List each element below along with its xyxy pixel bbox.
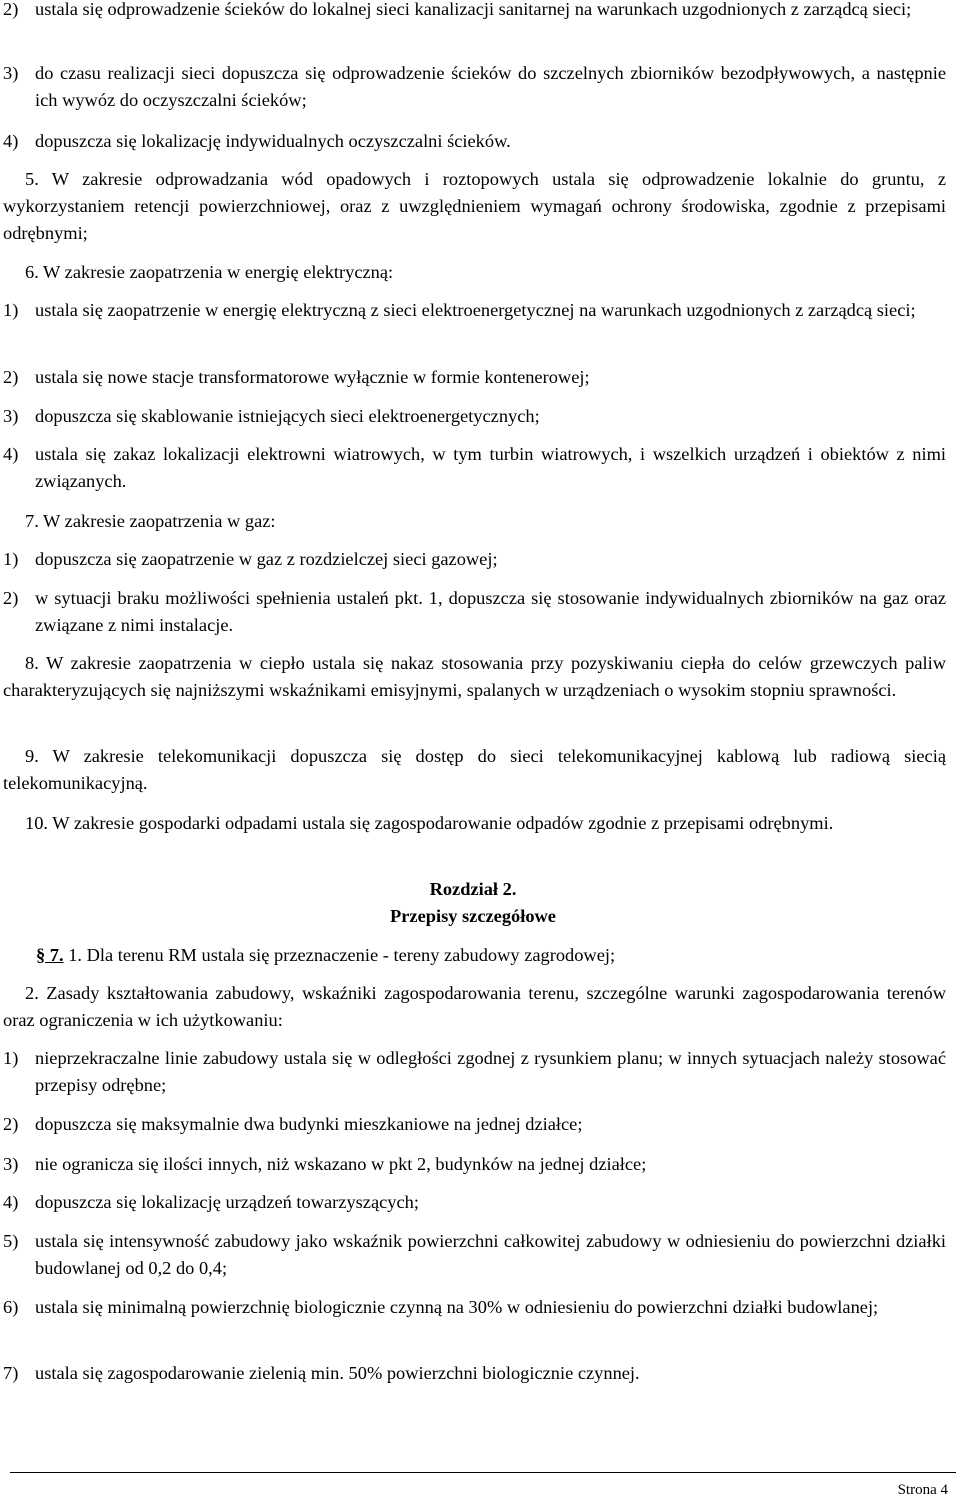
list-item: [3, 364, 946, 391]
list-item: [3, 585, 946, 639]
list-item: [3, 1228, 946, 1282]
item-text: nieprzekraczalne linie zabudowy ustala się w odległości zgodnej z rysunkiem planu; w innych sytuacjach należy stosować przepisy odrębne;: [35, 1048, 946, 1095]
item-text: ustala się zaopatrzenie w energię elektryczną z sieci elektroenergetycznej na warunkach uzgodnionych z zarządcą sieci;: [35, 300, 916, 320]
item-number: 6): [3, 1297, 19, 1317]
item-number: 2): [3, 588, 19, 608]
chapter-title: Przepisy szczegółowe: [390, 906, 556, 926]
paragraph-5: 5. W zakresie odprowadzania wód opadowych i roztopowych ustala się odprowadzenie lokalnie do gruntu, z wykorzystaniem retencji powierzchniowej, oraz z uwzględnieniem wymagań ochrony środowiska, zgodnie z przepisami odrębnymi;: [3, 169, 946, 243]
paragraph-7: 7. W zakresie zaopatrzenia w gaz:: [25, 511, 276, 531]
paragraph-8: 8. W zakresie zaopatrzenia w ciepło ustala się nakaz stosowania przy pozyskiwaniu ciepła do celów grzewczych paliw charakteryzujących się najniższymi wskaźnikami emisyjnymi, spalanych w urządzeniach o wysokim stopniu sprawności.: [3, 653, 946, 700]
list-item: [3, 60, 946, 114]
list-item: [3, 1045, 946, 1099]
list-item: [3, 0, 946, 23]
list-item: [3, 1294, 946, 1321]
item-number: 5): [3, 1231, 19, 1251]
page-number: Strona 4: [897, 1482, 948, 1498]
section-text: 1. Dla terenu RM ustala się przeznaczenie - tereny zabudowy zagrodowej;: [68, 945, 616, 965]
list-item: [3, 1111, 946, 1138]
item-text: ustala się zakaz lokalizacji elektrowni wiatrowych, w tym turbin wiatrowych, i wszelkich urządzeń i obiektów z nimi związanych.: [35, 444, 946, 491]
paragraph-9: 9. W zakresie telekomunikacji dopuszcza się dostęp do sieci telekomunikacyjnej kablową lub radiową siecią telekomunikacyjną.: [3, 746, 946, 793]
list-item: [3, 1360, 946, 1387]
item-text: dopuszcza się lokalizację indywidualnych oczyszczalni ścieków.: [35, 131, 511, 151]
paragraph-section-7: [3, 942, 946, 969]
item-text: nie ogranicza się ilości innych, niż wskazano w pkt 2, budynków na jednej działce;: [35, 1154, 647, 1174]
item-number: 4): [3, 131, 19, 151]
item-text: dopuszcza się zaopatrzenie w gaz z rozdzielczej sieci gazowej;: [35, 549, 498, 569]
list-item: [3, 1189, 946, 1216]
item-number: 3): [3, 63, 19, 83]
item-number: 2): [3, 1114, 19, 1134]
paragraph-6: 6. W zakresie zaopatrzenia w energię elektryczną:: [25, 262, 394, 282]
list-item: [3, 128, 946, 155]
item-text: do czasu realizacji sieci dopuszcza się odprowadzenie ścieków do szczelnych zbiorników bezodpływowych, a następnie ich wywóz do oczyszczalni ścieków;: [35, 63, 946, 110]
item-text: ustala się nowe stacje transformatorowe wyłącznie w formie kontenerowej;: [35, 367, 590, 387]
item-text: dopuszcza się maksymalnie dwa budynki mieszkaniowe na jednej działce;: [35, 1114, 583, 1134]
list-item: [3, 403, 946, 430]
item-number: 3): [3, 1154, 19, 1174]
item-text: ustala się minimalną powierzchnię biologicznie czynną na 30% w odniesieniu do powierzchni działki budowlanej;: [35, 1297, 879, 1317]
item-number: 2): [3, 0, 19, 19]
item-number: 3): [3, 406, 19, 426]
list-item: [3, 297, 946, 324]
list-item: [3, 1151, 946, 1178]
item-text: dopuszcza się lokalizację urządzeń towarzyszących;: [35, 1192, 419, 1212]
chapter-heading: Rozdział 2.: [429, 879, 517, 899]
item-number: 1): [3, 300, 19, 320]
paragraph-10: 10. W zakresie gospodarki odpadami ustala się zagospodarowanie odpadów zgodnie z przepisami odrębnymi.: [25, 813, 834, 833]
item-number: 1): [3, 549, 19, 569]
item-text: ustala się intensywność zabudowy jako wskaźnik powierzchni całkowitej zabudowy w odniesieniu do powierzchni działki budowlanej od 0,2 do 0,4;: [35, 1231, 946, 1278]
item-number: 4): [3, 444, 19, 464]
item-number: 2): [3, 367, 19, 387]
list-item: [3, 441, 946, 495]
item-number: 4): [3, 1192, 19, 1212]
item-text: ustala się odprowadzenie ścieków do lokalnej sieci kanalizacji sanitarnej na warunkach uzgodnionych z zarządcą sieci;: [35, 0, 912, 19]
paragraph-2: 2. Zasady kształtowania zabudowy, wskaźniki zagospodarowania terenu, szczególne warunki zagospodarowania terenów oraz ograniczenia w ich użytkowaniu:: [3, 983, 946, 1030]
item-text: ustala się zagospodarowanie zielenią min. 50% powierzchni biologicznie czynnej.: [35, 1363, 640, 1383]
item-number: 7): [3, 1363, 19, 1383]
item-number: 1): [3, 1048, 19, 1068]
footer-divider: [10, 1472, 956, 1473]
item-text: w sytuacji braku możliwości spełnienia ustaleń pkt. 1, dopuszcza się stosowanie indywidualnych zbiorników na gaz oraz związane z nimi instalacje.: [35, 588, 946, 635]
item-text: dopuszcza się skablowanie istniejących sieci elektroenergetycznych;: [35, 406, 540, 426]
list-item: [3, 546, 946, 573]
section-sign: § 7.: [36, 945, 64, 965]
